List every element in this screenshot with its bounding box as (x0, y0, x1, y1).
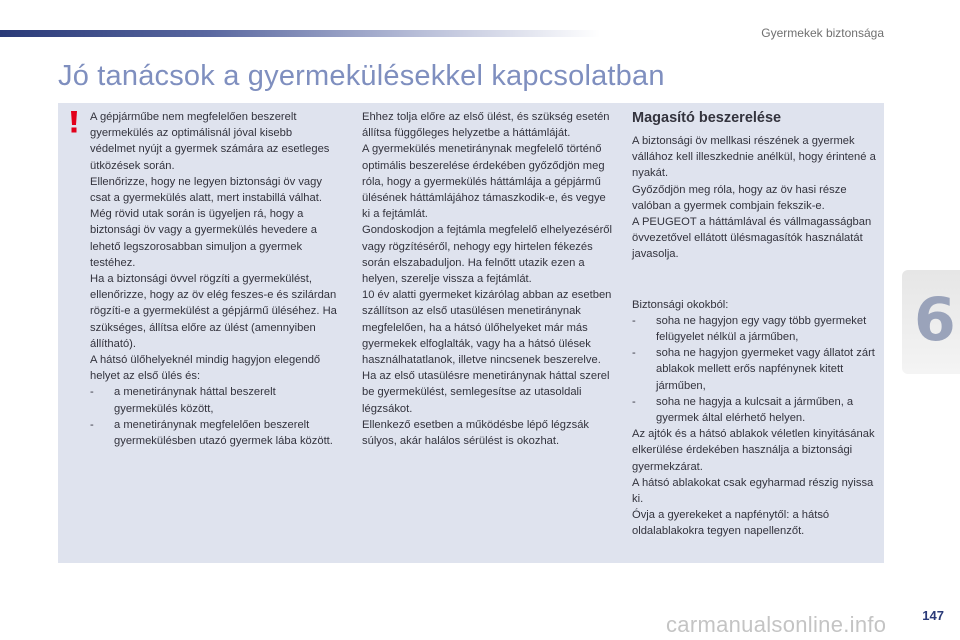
list-item (632, 345, 882, 394)
paragraph: Biztonsági okokból: (632, 298, 729, 311)
list-item-text: soha ne hagyja a kulcsait a járműben, a gyermek által elérhető helyen. (656, 395, 854, 425)
page-title: Jó tanácsok a gyermekülésekkel kapcsolatban (58, 60, 665, 92)
list-item (90, 417, 340, 449)
paragraph: Ellenkező esetben a működésbe lépő légzsák súlyos, akár halálos sérülést is okozhat. (362, 418, 590, 448)
exclamation-mark-icon (69, 111, 79, 133)
paragraph: Ha a biztonsági övvel rögzíti a gyermekülést, ellenőrizze, hogy az öv elég feszes-e és szilárdan rögzíti-e a gyermekülést a gépjármű üléséhez. Ha szükséges, állítsa előre az ülést (amennyiben állítható). (90, 273, 337, 350)
content-panel (58, 103, 884, 563)
column-middle (362, 109, 614, 449)
paragraph: Még rövid utak során is ügyeljen rá, hogy a biztonsági öv vagy a gyermekülés hevedere a lehető legszorosabban simuljon a gyermek testéhez. (90, 208, 317, 269)
list-item-text: a menetiránynak háttal beszerelt gyermekülés között, (114, 386, 276, 415)
paragraph: 10 év alatti gyermeket kizárólag abban az esetben szállítson az első utasülésen menetiránynak megfelelően, ha a hátsó ülőhelyeket már más gyermekek elfoglalták, vagy ha a hátsó ülések használhatatlanok, illetve nincsenek beszerelve. (362, 289, 612, 367)
paragraph: Ehhez tolja előre az első ülést, és szükség esetén állítsa függőleges helyzetbe a háttámláját. (362, 111, 610, 140)
paragraph: Győződjön meg róla, hogy az öv hasi része valóban a gyermek combjain fekszik-e. (632, 183, 847, 212)
page-number: 147 (922, 608, 944, 623)
header-accent-bar (0, 30, 600, 37)
list-item-text: soha ne hagyjon gyermeket vagy állatot zárt ablakok mellett erős napfénynek kitett járműben, (656, 347, 875, 392)
paragraph: A biztonsági öv mellkasi részének a gyermek vállához kell illeszkednie anélkül, hogy érintené a nyakát. (632, 135, 876, 180)
paragraph: A PEUGEOT a háttámlával és vállmagasságban övvezetővel ellátott ülésmagasítók használatát javasolja. (632, 216, 872, 261)
list-dash: - (632, 314, 636, 327)
list-dash: - (90, 386, 94, 399)
section-header: Gyermekek biztonsága (761, 26, 884, 40)
column-right (632, 109, 882, 540)
list-dash: - (632, 395, 636, 408)
paragraph: Óvja a gyerekeket a napfénytől: a hátsó oldalablakokra tegyen napellenzőt. (632, 509, 830, 538)
paragraph: Az ajtók és a hátsó ablakok véletlen kinyitásának elkerülése érdekében használja a biztonsági gyermekzárat. (632, 428, 875, 473)
column-left (90, 109, 340, 449)
section-subheading: Magasító beszerelése (632, 110, 782, 126)
paragraph: A gépjárműbe nem megfelelően beszerelt gyermekülés az optimálisnál jóval kisebb védelmet nyújt a gyermek számára az esetleges ütközések során. (90, 111, 330, 172)
chapter-tab (902, 270, 960, 374)
list-dash: - (90, 418, 94, 431)
list-item-text: soha ne hagyjon egy vagy több gyermeket felügyelet nélkül a járműben, (656, 314, 867, 344)
spacer (632, 263, 882, 297)
chapter-number: 6 (914, 285, 956, 355)
paragraph: Ha az első utasülésre menetiránynak háttal szerel be gyermekülést, semlegesítse az utasoldali légzsákot. (362, 370, 610, 415)
list-dash: - (632, 347, 636, 360)
list-item-text: a menetiránynak megfelelően beszerelt gyermekülésben utazó gyermek lába között. (114, 418, 333, 448)
paragraph: Ellenőrizze, hogy ne legyen biztonsági öv vagy csat a gyermekülés alatt, mert instabillá válhat. (90, 175, 322, 205)
list-item (632, 313, 882, 345)
paragraph: A gyermekülés menetiránynak megfelelő történő optimális beszerelése érdekében győződjön meg róla, hogy a gyermekülés háttámlája a gépjármű ülésének háttámlájához támaszkodik-e, és vegye ki a fejtámlát. (362, 143, 606, 221)
paragraph: A hátsó ülőhelyeknél mindig hagyjon elegendő helyet az első ülés és: (90, 354, 321, 383)
watermark: carmanualsonline.info (666, 612, 887, 637)
list-item (632, 394, 882, 426)
paragraph: A hátsó ablakokat csak egyharmad részig nyissa ki. (632, 476, 874, 506)
list-item (90, 384, 340, 416)
paragraph: Gondoskodjon a fejtámla megfelelő elhelyezéséről vagy rögzítéséről, nehogy egy hirtelen fékezés során elszabaduljon. Ha felnőtt utazik ezen a helyen, szerelje vissza a fejtámlát. (362, 224, 613, 286)
